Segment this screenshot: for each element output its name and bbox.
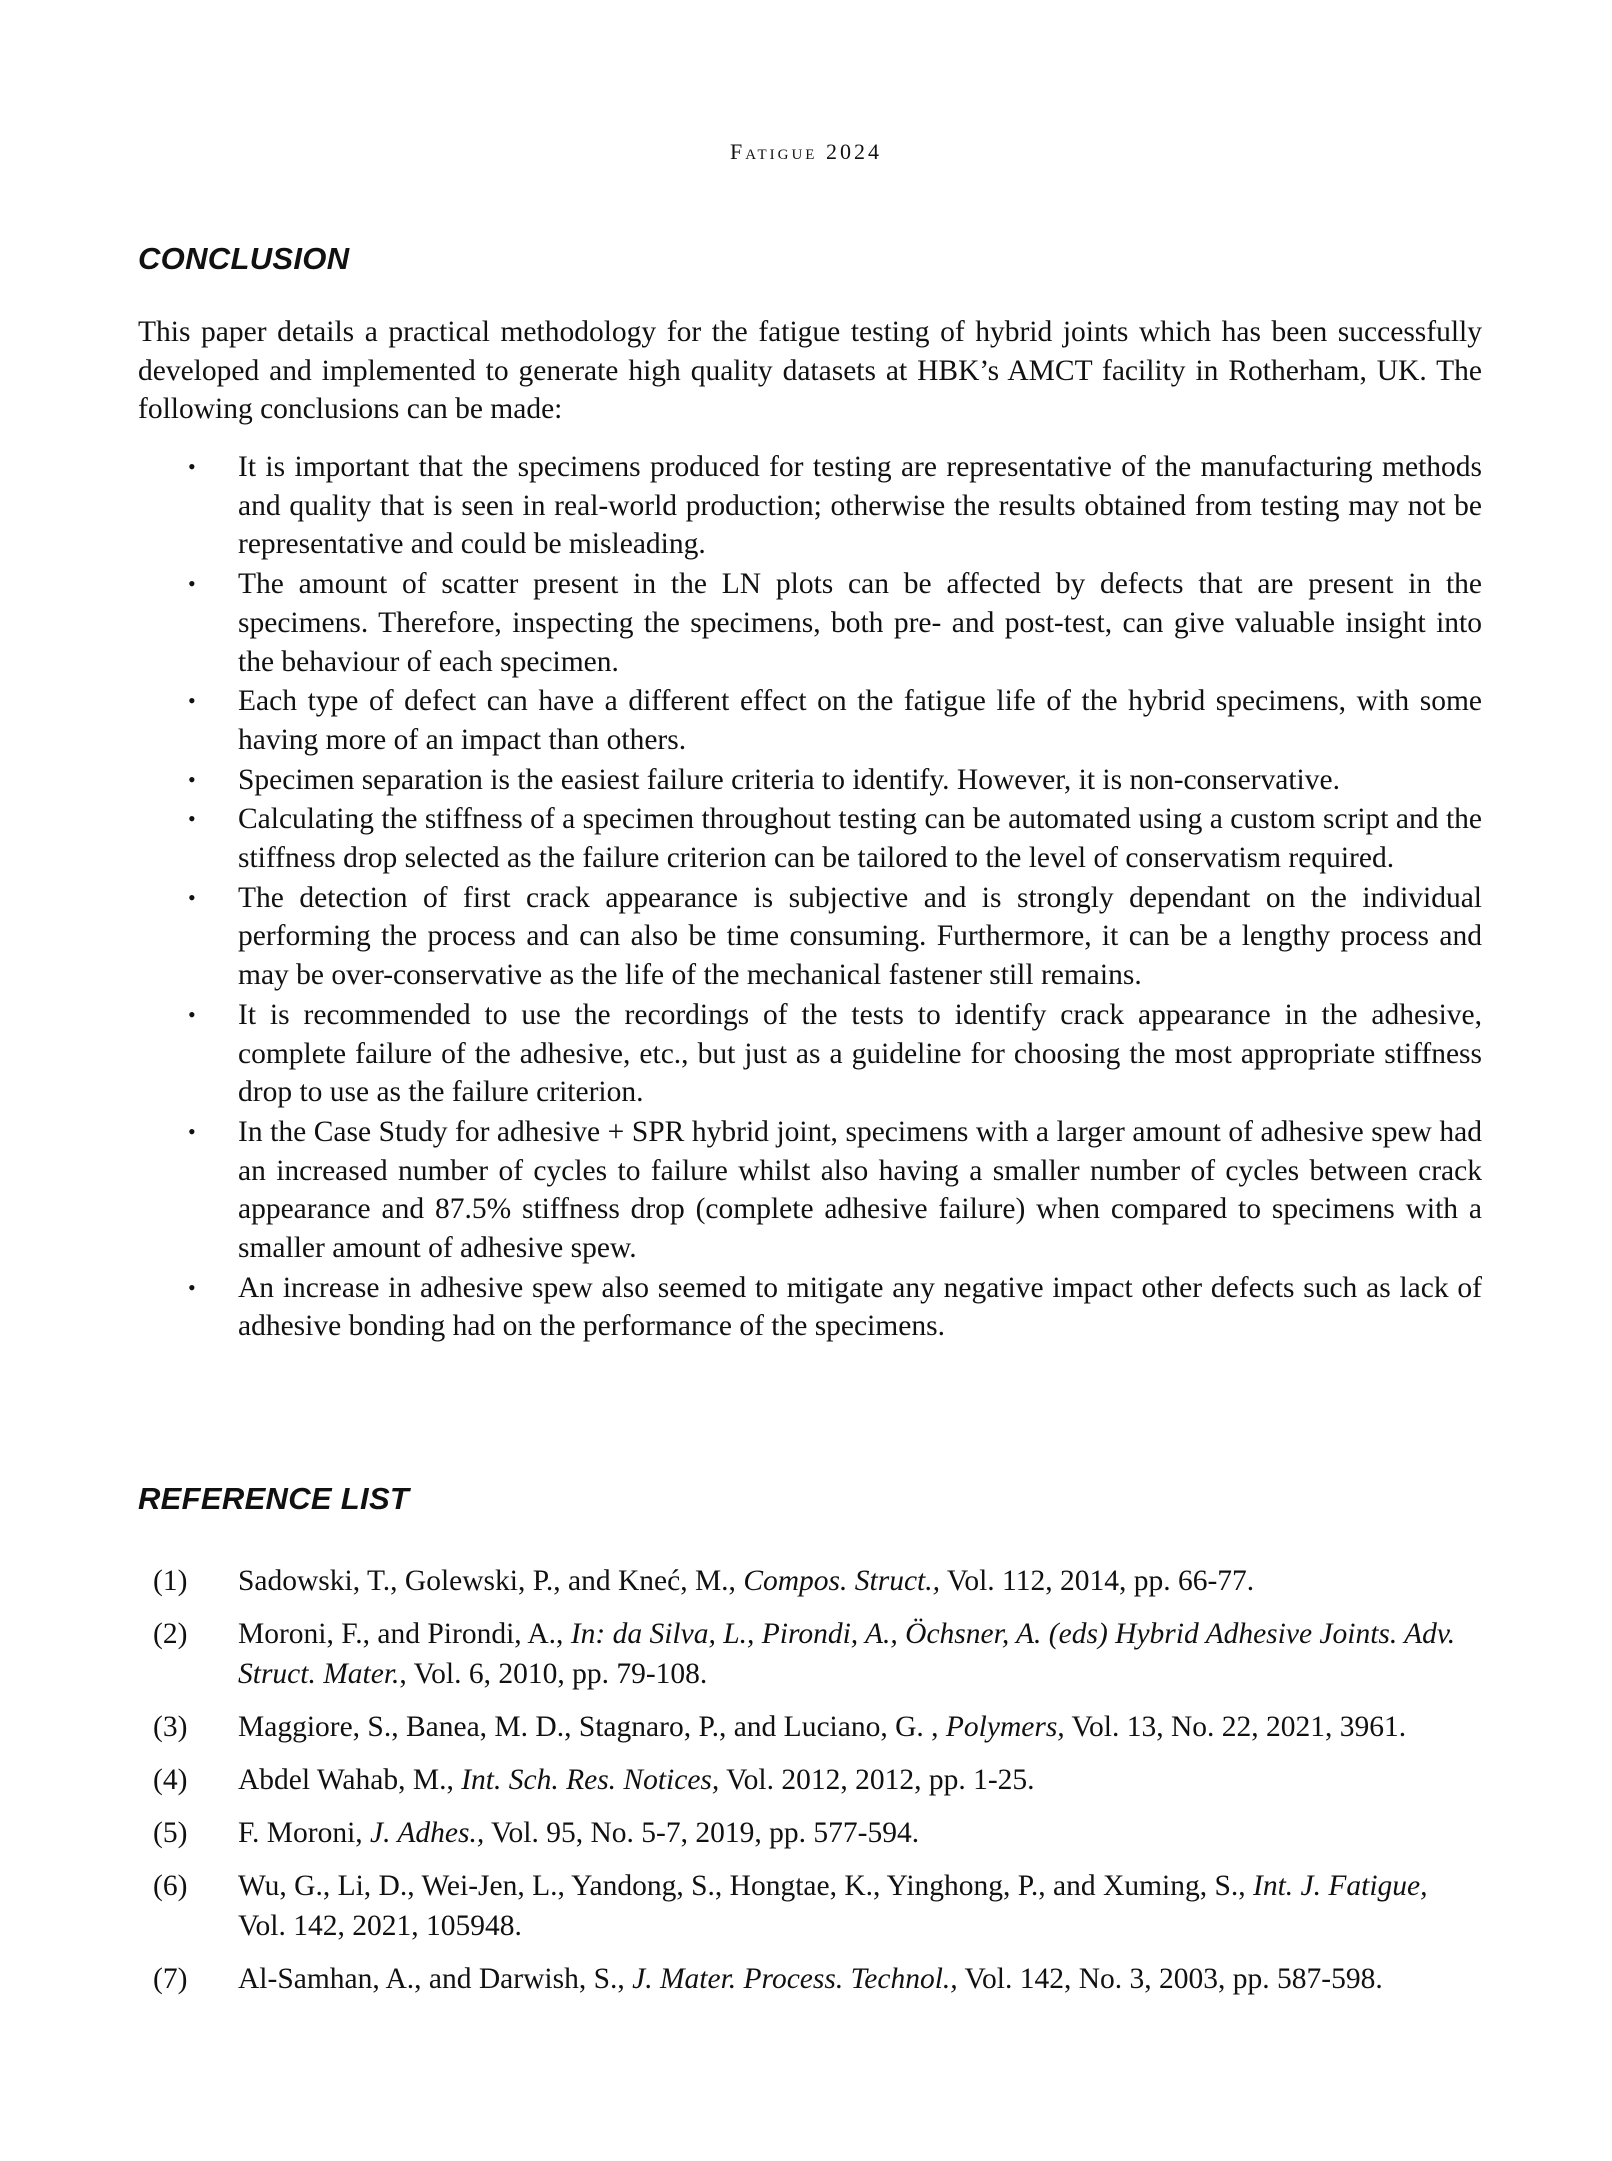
- reference-authors: F. Moroni,: [238, 1817, 371, 1849]
- reference-details: Vol. 13, No. 22, 2021, 3961.: [1064, 1711, 1407, 1743]
- bullet-text: Specimen separation is the easiest failure criteria to identify. However, it is non-conservative.: [238, 763, 1340, 796]
- reference-journal: Int. J. Fatigue,: [1253, 1870, 1428, 1902]
- reference-authors: Abdel Wahab, M.,: [238, 1764, 462, 1796]
- reference-details: , Vol. 6, 2010, pp. 79-108.: [399, 1658, 708, 1690]
- reference-authors: Maggiore, S., Banea, M. D., Stagnaro, P., and Luciano, G. ,: [238, 1711, 946, 1743]
- reference-number: (7): [153, 1963, 188, 1995]
- reference-authors: Wu, G., Li, D., Wei-Jen, L., Yandong, S., Hongtae, K., Yinghong, P., and Xuming, S.,: [238, 1870, 1253, 1902]
- reference-authors: Sadowski, T., Golewski, P., and Kneć, M.,: [238, 1565, 744, 1597]
- bullet-icon: •: [188, 688, 196, 714]
- reference-list: [138, 1561, 1482, 2012]
- reference-journal: Polymers,: [945, 1711, 1065, 1743]
- conclusion-bullet: [138, 761, 1482, 800]
- bullet-icon: •: [188, 806, 196, 832]
- bullet-icon: •: [188, 571, 196, 597]
- conclusion-bullet: [138, 1269, 1482, 1346]
- reference-journal: Int. Sch. Res. Notices,: [461, 1764, 720, 1796]
- reference-details: Vol. 2012, 2012, pp. 1-25.: [719, 1764, 1035, 1796]
- bullet-text: An increase in adhesive spew also seemed to mitigate any negative impact other defects such as lack of adhesive bonding had on the performance of the specimens.: [238, 1271, 1482, 1343]
- bullet-text: It is recommended to use the recordings of the tests to identify crack appearance in the adhesive, complete failure of the adhesive, etc., but just as a guideline for choosing the most appropriate stiffness drop to use as the failure criterion.: [238, 998, 1482, 1109]
- reference-number: (2): [153, 1618, 188, 1650]
- bullet-text: It is important that the specimens produced for testing are representative of the manufacturing methods and quality that is seen in real-world production; otherwise the results obtained from testing may not be representative and could be misleading.: [238, 451, 1482, 561]
- conclusion-bullet-list: [138, 448, 1482, 1347]
- reference-item: [138, 1813, 1482, 1853]
- bullet-icon: •: [188, 884, 196, 910]
- bullet-icon: •: [188, 454, 196, 479]
- conclusion-bullet: [138, 682, 1482, 759]
- reference-item: [138, 1614, 1482, 1694]
- reference-authors: Al-Samhan, A., and Darwish, S.,: [238, 1963, 633, 1995]
- reference-details: Vol. 142, No. 3, 2003, pp. 587-598.: [957, 1963, 1383, 1995]
- reference-details: Vol. 112, 2014, pp. 66-77.: [940, 1565, 1255, 1597]
- running-header: Fatigue 2024: [730, 139, 882, 164]
- reference-item: [138, 1866, 1482, 1946]
- reference-item: [138, 1561, 1482, 1601]
- bullet-text: The detection of first crack appearance is subjective and is strongly dependant on the individual performing the process and can also be time consuming. Furthermore, it can be a lengthy process and may be over-conservative as the life of the mechanical fastener still remains.: [238, 881, 1482, 992]
- conclusion-intro: This paper details a practical methodology for the fatigue testing of hybrid joints which has been successfully developed and implemented to generate high quality datasets at HBK’s AMCT facility in Rotherham, UK. The following conclusions can be made:: [138, 316, 1482, 426]
- bullet-icon: •: [188, 1001, 196, 1027]
- conclusion-bullet: [138, 1113, 1482, 1268]
- reference-details: Vol. 95, No. 5-7, 2019, pp. 577-594.: [484, 1817, 920, 1849]
- reference-item: [138, 1760, 1482, 1800]
- reference-journal: Compos. Struct.,: [743, 1565, 940, 1597]
- bullet-icon: •: [188, 766, 196, 792]
- reference-list-heading: REFERENCE LIST: [138, 1481, 410, 1516]
- bullet-text: The amount of scatter present in the LN plots can be affected by defects that are present in the specimens. Therefore, inspecting the specimens, both pre- and post-test, can give valuable insight into the behaviour of each specimen.: [238, 568, 1482, 678]
- reference-item: [138, 1959, 1482, 1999]
- reference-number: (6): [153, 1870, 188, 1902]
- bullet-text: Calculating the stiffness of a specimen throughout testing can be automated using a custom script and the stiffness drop selected as the failure criterion can be tailored to the level of conservatism required.: [238, 803, 1482, 875]
- reference-number: (1): [153, 1565, 188, 1597]
- bullet-text: In the Case Study for adhesive + SPR hybrid joint, specimens with a larger amount of adhesive spew had an increased number of cycles to failure whilst also having a smaller number of cycles between crack appearance and 87.5% stiffness drop (complete adhesive failure) when compared to specimens with a smaller amount of adhesive spew.: [238, 1115, 1482, 1265]
- reference-details: Vol. 142, 2021, 105948.: [238, 1910, 522, 1942]
- conclusion-bullet: [138, 565, 1482, 681]
- reference-journal: J. Adhes.,: [370, 1817, 485, 1849]
- conclusion-bullet: [138, 996, 1482, 1112]
- bullet-text: Each type of defect can have a different effect on the fatigue life of the hybrid specimens, with some having more of an impact than others.: [238, 685, 1482, 756]
- bullet-icon: •: [188, 1274, 196, 1300]
- reference-number: (5): [153, 1817, 188, 1849]
- reference-journal: In: da Silva, L., Pirondi, A., Öchsner, A. (eds) Hybrid Adhesive Joints. Adv. Struct. Mater.: [238, 1618, 1456, 1690]
- reference-number: (4): [153, 1764, 188, 1796]
- conclusion-bullet: [138, 800, 1482, 877]
- conclusion-bullet: [138, 879, 1482, 995]
- bullet-icon: •: [188, 1118, 196, 1144]
- reference-item: [138, 1707, 1482, 1747]
- reference-authors: Moroni, F., and Pirondi, A.,: [238, 1618, 571, 1650]
- reference-number: (3): [153, 1711, 188, 1743]
- conclusion-bullet: [138, 448, 1482, 564]
- conclusion-heading: CONCLUSION: [138, 241, 350, 276]
- reference-journal: J. Mater. Process. Technol.,: [632, 1963, 958, 1995]
